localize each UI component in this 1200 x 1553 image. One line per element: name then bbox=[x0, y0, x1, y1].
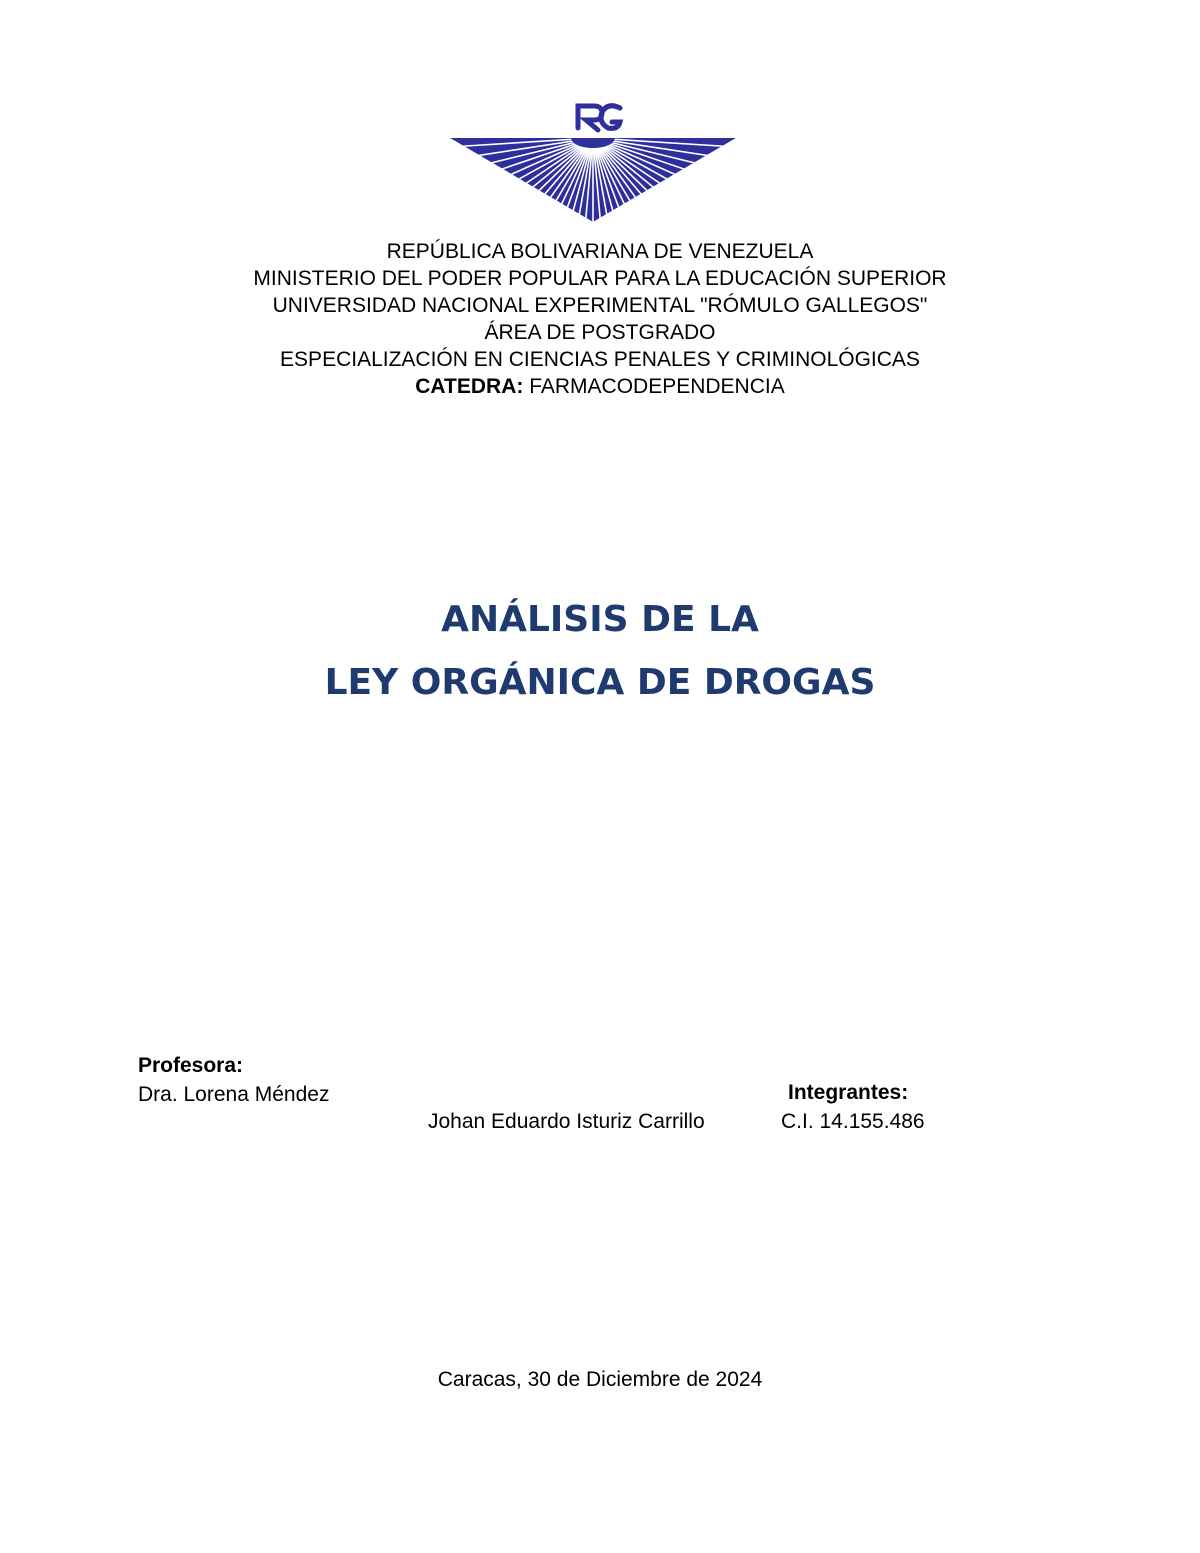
university-logo bbox=[448, 98, 738, 224]
profesora-name: Dra. Lorena Méndez bbox=[138, 1083, 330, 1106]
integrantes-label: Integrantes: bbox=[788, 1081, 909, 1104]
profesora-label: Profesora: bbox=[138, 1054, 244, 1077]
catedra-value: FARMACODEPENDENCIA bbox=[523, 375, 785, 398]
header-catedra bbox=[0, 373, 1200, 400]
document-title-line-2: LEY ORGÁNICA DE DROGAS bbox=[324, 662, 876, 703]
catedra-label: CATEDRA: bbox=[415, 375, 524, 398]
header-university: UNIVERSIDAD NACIONAL EXPERIMENTAL "RÓMULO GALLEGOS" bbox=[272, 294, 928, 317]
place-and-date: Caracas, 30 de Diciembre de 2024 bbox=[437, 1368, 763, 1391]
header-specialization: ESPECIALIZACIÓN EN CIENCIAS PENALES Y CRIMINOLÓGICAS bbox=[280, 348, 920, 371]
logo-monogram bbox=[578, 106, 620, 130]
integrante-name: Johan Eduardo Isturiz Carrillo bbox=[428, 1110, 705, 1133]
header-republic: REPÚBLICA BOLIVARIANA DE VENEZUELA bbox=[386, 240, 814, 263]
logo-fan-rays bbox=[448, 128, 738, 224]
logo-fan-hub bbox=[571, 128, 615, 148]
document-title-line-1: ANÁLISIS DE LA bbox=[441, 599, 759, 640]
integrante-ci: C.I. 14.155.486 bbox=[781, 1110, 925, 1133]
header-area: ÁREA DE POSTGRADO bbox=[484, 321, 716, 344]
header-ministry: MINISTERIO DEL PODER POPULAR PARA LA EDUCACIÓN SUPERIOR bbox=[253, 267, 947, 290]
institution-header bbox=[0, 238, 1200, 400]
